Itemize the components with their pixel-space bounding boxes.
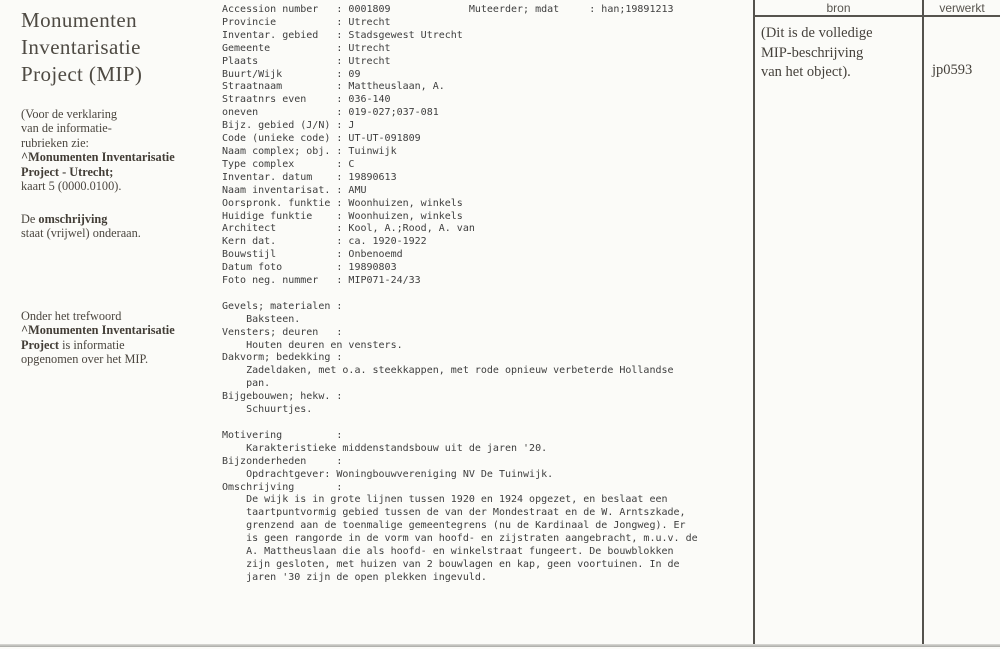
record-line: Naam complex; obj. : Tuinwijk [222, 145, 397, 157]
text: (Voor de verklaring [21, 107, 118, 121]
bold-text: ^Monumenten Inventarisatie [21, 150, 175, 165]
record-line: Baksteen. [222, 313, 301, 325]
record-line: Vensters; deuren : [222, 326, 343, 338]
sidebar-paragraph-line [21, 323, 226, 337]
record-line: Straatnrs even : 036-140 [222, 94, 391, 106]
text: rubrieken zie: [21, 135, 89, 150]
record-line: Architect : Kool, A.;Rood, A. van [222, 223, 475, 235]
record-line: Opdrachtgever: Woningbouwvereniging NV De Tuinwijk. [222, 468, 554, 480]
record-line: Naam inventarisat. : AMU [222, 184, 367, 196]
record-line: Gevels; materialen : [222, 300, 343, 312]
page-title [21, 7, 221, 88]
record-line: Code (unieke code) : UT-UT-091809 [222, 133, 421, 145]
record-line: A. Mattheuslaan die als hoofd- en winkelstraat fungeert. De bouwblokken [222, 546, 674, 558]
record-line: Kern dat. : ca. 1920-1922 [222, 236, 427, 248]
record-line: Huidige funktie : Woonhuizen, winkels [222, 210, 463, 222]
record-line [222, 417, 698, 430]
text: staat (vrijwel) onderaan. [21, 226, 141, 241]
record-line: Omschrijving : [222, 481, 343, 493]
text: De [21, 212, 39, 226]
bron-note-line: MIP-beschrijving [761, 44, 864, 61]
sidebar-paragraph [21, 309, 226, 367]
sidebar-paragraph [21, 107, 226, 193]
record-line: Karakteristieke middenstandsbouw uit de jaren '20. [222, 442, 548, 454]
record-line: Bijz. gebied (J/N) : J [222, 120, 355, 132]
sidebar-paragraph-line [21, 212, 226, 226]
sidebar-paragraph-line [21, 136, 226, 150]
bron-note-line: (Dit is de volledige [761, 25, 873, 41]
bron-note-line: van het object). [761, 64, 851, 80]
record-line: Bouwstijl : Onbenoemd [222, 249, 403, 261]
record-line: zijn gesloten, met huizen van 2 bouwlagen en kap, geen voortuinen. In de [222, 558, 680, 570]
record-line: Buurt/Wijk : 09 [222, 68, 361, 80]
sidebar-paragraph-line [21, 179, 226, 193]
sidebar-paragraph-line [21, 226, 226, 240]
sidebar-paragraph-line [21, 309, 226, 323]
sidebar-paragraph-line [21, 338, 226, 352]
record-line: is geen rangorde in de vorm van hoofd- en zijstraten aangebracht, m.u.v. de [222, 533, 698, 545]
record-line: Straatnaam : Mattheuslaan, A. [222, 81, 445, 93]
text: is informatie [59, 337, 125, 352]
bold-text: Project - Utrecht; [21, 164, 114, 179]
divider-line-left [753, 0, 755, 645]
record-line: Bijzonderheden : [222, 455, 343, 467]
record-line: grenzend aan de toenmalige gemeentegrens (nu de Kardinaal de Jongweg). Er [222, 520, 686, 532]
record-line: Motivering : [222, 429, 343, 441]
record-line: Type complex : C [222, 158, 355, 170]
record-line: Inventar. gebied : Stadsgewest Utrecht [222, 29, 463, 41]
scan-bottom-edge [0, 644, 1000, 647]
sidebar-paragraph-line [21, 165, 226, 179]
page-title-line: Project (MIP) [21, 62, 143, 86]
sidebar-paragraph-line [21, 121, 226, 135]
bold-text: omschrijving [38, 212, 108, 226]
record-line: Plaats : Utrecht [222, 55, 391, 67]
page-title-line: Inventarisatie [21, 35, 141, 59]
text: Onder het trefwoord [21, 309, 122, 323]
record-line: Inventar. datum : 19890613 [222, 171, 397, 183]
record-line: Dakvorm; bedekking : [222, 352, 343, 364]
record-line: oneven : 019-027;037-081 [222, 107, 439, 119]
sidebar-paragraph [21, 212, 226, 241]
record-line: Bijgebouwen; hekw. : [222, 391, 343, 403]
bold-text: ^Monumenten Inventarisatie [21, 323, 175, 338]
column-header-bron: bron [826, 1, 851, 15]
record-line: De wijk is in grote lijnen tussen 1920 en 1924 opgezet, en beslaat een [222, 494, 668, 506]
sidebar-paragraph-line [21, 352, 226, 366]
bron-note [761, 24, 916, 83]
record-line: jaren '30 zijn de open plekken ingevuld. [222, 571, 487, 583]
record-line: Zadeldaken, met o.a. steekkappen, met rode opnieuw verbeterde Hollandse [222, 365, 674, 377]
column-header-verwerkt: verwerkt [939, 1, 985, 15]
record-line: Oorspronk. funktie : Woonhuizen, winkels [222, 197, 463, 209]
record-line: Datum foto : 19890803 [222, 262, 397, 274]
divider-line-right [922, 0, 924, 645]
record-line: pan. [222, 378, 271, 390]
header-rule [753, 15, 1000, 17]
verwerkt-value: jp0593 [932, 62, 973, 78]
bold-text: Project [21, 337, 60, 352]
sidebar-paragraph-line [21, 107, 226, 121]
record-line: Provincie : Utrecht [222, 16, 391, 28]
record-line [222, 288, 698, 301]
text: opgenomen over het MIP. [21, 352, 149, 367]
page-title-line: Monumenten [21, 8, 137, 32]
record-line: Accession number : 0001809 Muteerder; mdat : han;19891213 [222, 4, 674, 15]
text: kaart 5 (0000.0100). [21, 179, 122, 194]
record-line: taartpuntvormig gebied tussen de van der Mondestraat en de W. Arntszkade, [222, 507, 686, 519]
record-line: Gemeente : Utrecht [222, 42, 391, 54]
record-line: Houten deuren en vensters. [222, 339, 403, 351]
sidebar-paragraph-line [21, 150, 226, 164]
record-text [222, 4, 698, 585]
record-line: Schuurtjes. [222, 404, 313, 416]
record-line: Foto neg. nummer : MIP071-24/33 [222, 275, 421, 287]
text: van de informatie- [21, 121, 112, 136]
